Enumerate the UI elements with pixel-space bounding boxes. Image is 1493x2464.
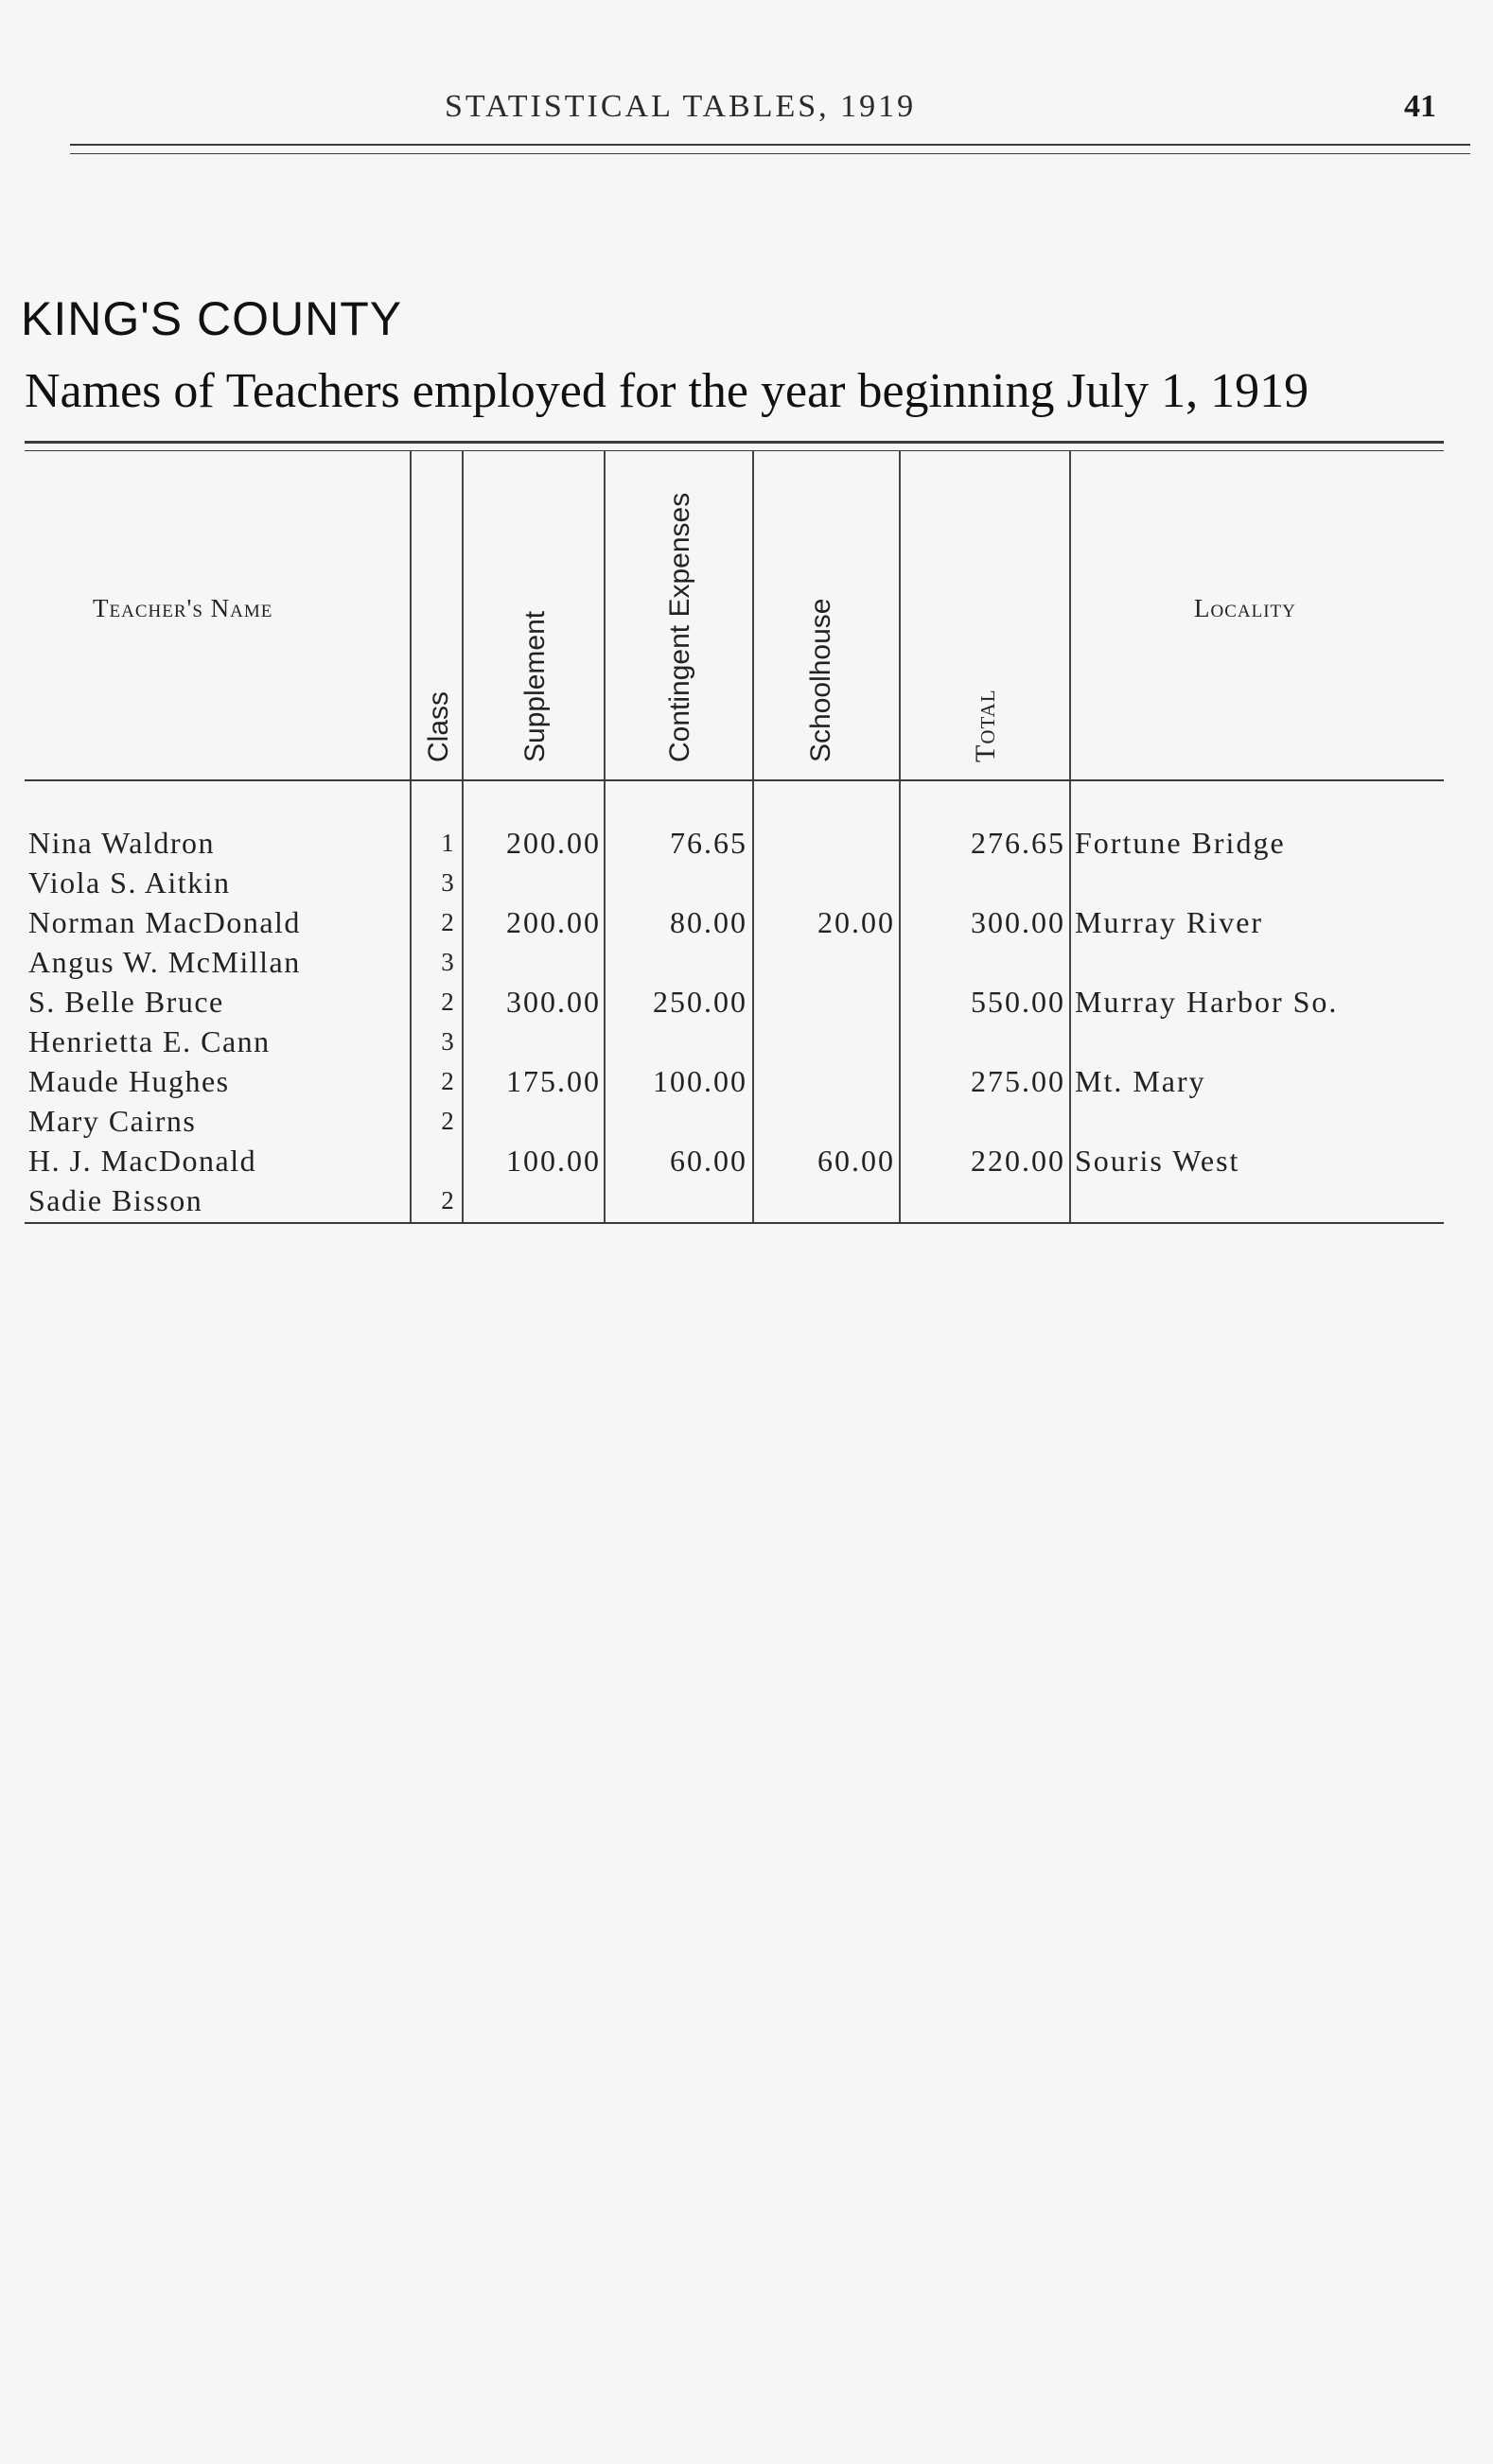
schoolhouse-value: 60.00	[817, 1144, 895, 1178]
table-row	[0, 1022, 1493, 1061]
teacher-name: Angus W. McMillan	[28, 945, 301, 979]
table-row	[0, 863, 1493, 902]
header-teacher-name: Teacher's Name	[93, 594, 273, 622]
class-value: 2	[441, 987, 454, 1016]
table-row	[0, 1141, 1493, 1180]
teacher-name: Viola S. Aitkin	[28, 865, 231, 900]
supplement-value: 100.00	[506, 1144, 601, 1178]
teacher-name: Henrietta E. Cann	[28, 1024, 271, 1058]
table-top-rule	[25, 441, 1444, 444]
locality-value: Souris West	[1075, 1144, 1240, 1178]
running-title: STATISTICAL TABLES, 1919	[445, 89, 917, 124]
class-value: 2	[441, 1186, 454, 1215]
header-class: Class	[423, 690, 454, 762]
total-value: 220.00	[971, 1144, 1065, 1178]
table-row	[0, 1101, 1493, 1141]
teacher-name: Norman MacDonald	[28, 905, 301, 939]
locality-value: Mt. Mary	[1075, 1064, 1206, 1098]
locality-value: Murray Harbor So.	[1075, 985, 1339, 1019]
contingent-value: 100.00	[653, 1064, 747, 1098]
total-value: 550.00	[971, 985, 1065, 1019]
teacher-name: Nina Waldron	[28, 826, 216, 860]
header-rule	[70, 144, 1470, 146]
supplement-value: 175.00	[506, 1064, 601, 1098]
contingent-value: 60.00	[670, 1144, 747, 1178]
supplement-value: 200.00	[506, 905, 601, 939]
class-value: 3	[441, 948, 454, 976]
page-number: 41	[1404, 89, 1436, 124]
supplement-value: 300.00	[506, 985, 601, 1019]
header-bottom-rule	[25, 779, 1444, 781]
table-row	[0, 902, 1493, 942]
teacher-name: Sadie Bisson	[28, 1183, 203, 1217]
table-row	[0, 1180, 1493, 1220]
class-value: 3	[441, 868, 454, 897]
county-title: KING'S COUNTY	[21, 292, 403, 345]
contingent-value: 250.00	[653, 985, 747, 1019]
total-value: 275.00	[971, 1064, 1065, 1098]
table-row	[0, 1061, 1493, 1101]
header-supplement: Supplement	[519, 610, 551, 762]
locality-value: Fortune Bridge	[1075, 826, 1286, 860]
table-bottom-rule	[25, 1222, 1444, 1224]
header-locality: Locality	[1194, 594, 1296, 622]
total-value: 276.65	[971, 826, 1065, 860]
table-subtitle: Names of Teachers employed for the year beginning July 1, 1919	[25, 364, 1309, 418]
supplement-value: 200.00	[506, 826, 601, 860]
class-value: 2	[441, 1107, 454, 1135]
total-value: 300.00	[971, 905, 1065, 939]
schoolhouse-value: 20.00	[817, 905, 895, 939]
teacher-name: Maude Hughes	[28, 1064, 230, 1098]
class-value: 3	[441, 1027, 454, 1056]
teacher-name: S. Belle Bruce	[28, 985, 224, 1019]
locality-value: Murray River	[1075, 905, 1264, 939]
teacher-name: Mary Cairns	[28, 1104, 197, 1138]
class-value: 2	[441, 1067, 454, 1095]
header-rule-2	[70, 153, 1470, 154]
table-top-rule-2	[25, 450, 1444, 451]
header-schoolhouse: Schoolhouse	[805, 598, 836, 762]
contingent-value: 76.65	[670, 826, 747, 860]
teacher-name: H. J. MacDonald	[28, 1144, 257, 1178]
class-value: 2	[441, 908, 454, 936]
table-row	[0, 942, 1493, 982]
table-row	[0, 982, 1493, 1022]
header-total: Total	[970, 689, 1001, 762]
header-contingent-expenses: Contingent Expenses	[664, 492, 695, 762]
table-row	[0, 823, 1493, 863]
class-value: 1	[441, 829, 454, 857]
contingent-value: 80.00	[670, 905, 747, 939]
